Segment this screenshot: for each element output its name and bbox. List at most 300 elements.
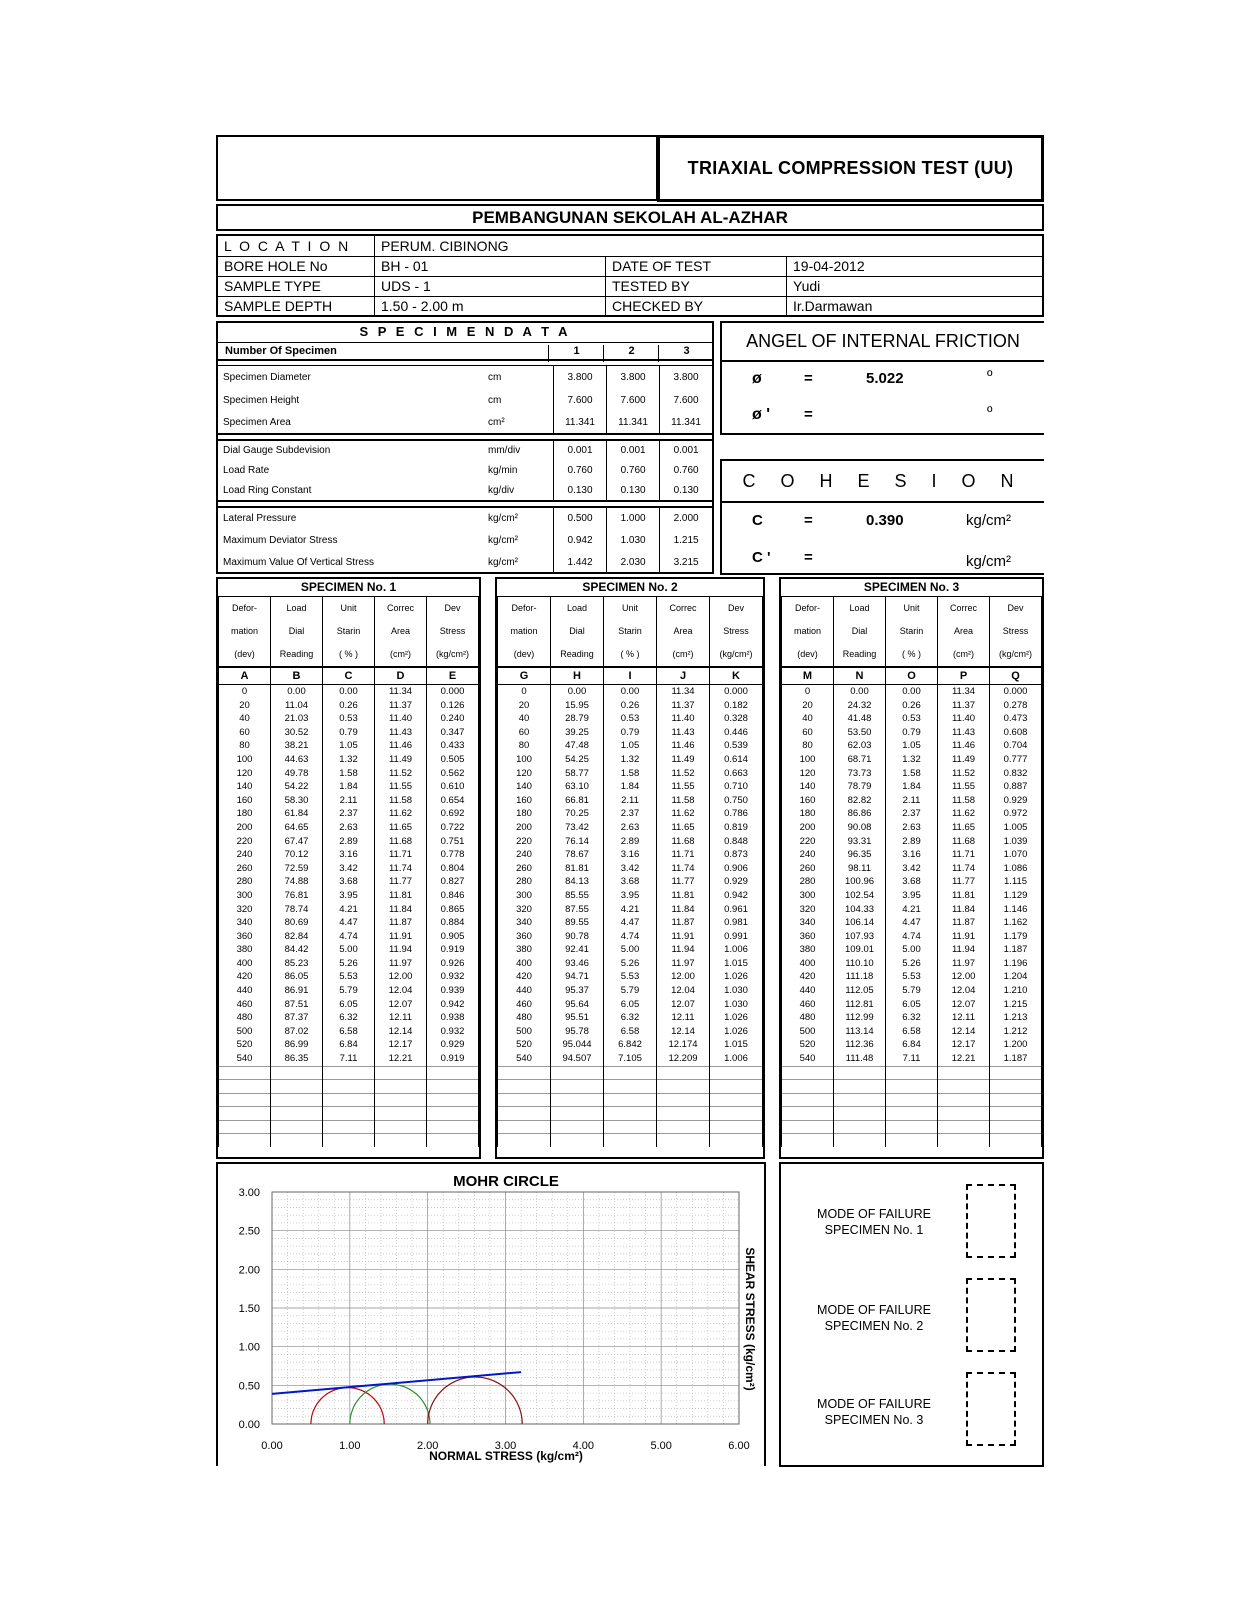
table-row <box>219 712 479 726</box>
table-cell: 1.015 <box>710 957 763 971</box>
table-cell: 1.086 <box>990 862 1042 876</box>
empty-cell <box>886 1134 938 1147</box>
table-row <box>498 739 763 753</box>
table-cell: 0.932 <box>427 970 479 984</box>
table-cell: 1.187 <box>990 943 1042 957</box>
table-cell: 5.79 <box>323 984 375 998</box>
location-label: L O C A T I O N <box>217 235 375 256</box>
table-cell: 11.37 <box>938 699 990 713</box>
table-cell: 0.905 <box>427 930 479 944</box>
table-row <box>498 807 763 821</box>
table-cell: 0.000 <box>990 685 1042 699</box>
table-cell: 1.32 <box>886 753 938 767</box>
table-cell: 320 <box>219 903 271 917</box>
table-cell: 11.58 <box>938 794 990 808</box>
column-letter: B <box>271 667 323 685</box>
empty-cell <box>271 1080 323 1094</box>
table-cell: 340 <box>782 916 834 930</box>
column-header: ( % ) <box>886 643 938 667</box>
empty-cell <box>271 1107 323 1121</box>
table-cell: 11.81 <box>938 889 990 903</box>
table-cell: 2.37 <box>323 807 375 821</box>
table-cell: 340 <box>219 916 271 930</box>
empty-cell <box>782 1120 834 1134</box>
sd-value: 0.001 <box>554 440 607 460</box>
table-cell: 0.942 <box>427 998 479 1012</box>
table-cell: 54.25 <box>551 753 604 767</box>
failure-label-1-line1: MODE OF FAILURE <box>817 1207 931 1221</box>
empty-cell <box>498 1080 551 1094</box>
table-cell: 1.026 <box>710 970 763 984</box>
c-prime-symbol: C ' <box>752 549 771 566</box>
table-cell: 6.58 <box>886 1025 938 1039</box>
table-cell: 220 <box>782 835 834 849</box>
table-cell: 6.32 <box>323 1011 375 1025</box>
empty-cell <box>498 1120 551 1134</box>
empty-row <box>219 1093 479 1107</box>
table-row <box>219 726 479 740</box>
sd-label: Maximum Deviator Stress <box>223 534 338 546</box>
table-cell: 41.48 <box>834 712 886 726</box>
table-cell: 1.070 <box>990 848 1042 862</box>
table-cell: 0.932 <box>427 1025 479 1039</box>
table-cell: 500 <box>498 1025 551 1039</box>
table-row <box>782 916 1042 930</box>
table-cell: 0.00 <box>604 685 657 699</box>
empty-cell <box>782 1066 834 1080</box>
table-cell: 0.26 <box>886 699 938 713</box>
sd-unit: kg/div <box>488 484 515 496</box>
table-cell: 11.43 <box>938 726 990 740</box>
table-cell: 11.71 <box>375 848 427 862</box>
table-row <box>219 699 479 713</box>
sd-value: 0.942 <box>554 529 607 551</box>
column-letter: E <box>427 667 479 685</box>
column-header: Dev <box>990 597 1042 620</box>
table-cell: 63.10 <box>551 780 604 794</box>
empty-cell <box>375 1107 427 1121</box>
column-header: Load <box>834 597 886 620</box>
table-cell: 3.95 <box>604 889 657 903</box>
specimen-loading-table <box>218 439 712 502</box>
empty-cell <box>323 1093 375 1107</box>
table-cell: 3.42 <box>323 862 375 876</box>
table-cell: 66.81 <box>551 794 604 808</box>
table-cell: 0.981 <box>710 916 763 930</box>
table-cell: 11.52 <box>375 767 427 781</box>
table-cell: 86.91 <box>271 984 323 998</box>
table-cell: 11.84 <box>657 903 710 917</box>
table-cell: 300 <box>498 889 551 903</box>
column-letter: Q <box>990 667 1042 685</box>
table-cell: 95.044 <box>551 1038 604 1052</box>
table-cell: 11.74 <box>657 862 710 876</box>
column-header: Starin <box>886 620 938 643</box>
table-cell: 95.51 <box>551 1011 604 1025</box>
table-row <box>498 753 763 767</box>
specimen-stress-table <box>218 506 712 573</box>
empty-row <box>219 1134 479 1147</box>
table-cell: 11.91 <box>657 930 710 944</box>
column-header: Dial <box>834 620 886 643</box>
table-cell: 420 <box>498 970 551 984</box>
empty-cell <box>219 1107 271 1121</box>
table-row <box>219 1038 479 1052</box>
table-cell: 5.53 <box>604 970 657 984</box>
table-cell: 0.865 <box>427 903 479 917</box>
failure-sketch-box-2 <box>966 1278 1016 1352</box>
table-cell: 0.00 <box>886 685 938 699</box>
table-cell: 1.58 <box>886 767 938 781</box>
table-cell: 112.36 <box>834 1038 886 1052</box>
table-cell: 1.32 <box>604 753 657 767</box>
column-header: Reading <box>271 643 323 667</box>
c-prime-row <box>722 541 1044 577</box>
info-table-wrap <box>216 234 1044 317</box>
table-cell: 500 <box>219 1025 271 1039</box>
table-cell: 11.62 <box>375 807 427 821</box>
table-cell: 5.00 <box>886 943 938 957</box>
table-row <box>219 821 479 835</box>
table-row <box>498 998 763 1012</box>
header-left-box <box>216 135 658 201</box>
empty-cell <box>498 1107 551 1121</box>
sd-value: 3.800 <box>554 366 607 389</box>
table-cell: 1.015 <box>710 1038 763 1052</box>
table-cell: 6.84 <box>886 1038 938 1052</box>
specimen-table-title: SPECIMEN No. 3 <box>781 579 1042 597</box>
table-cell: 180 <box>219 807 271 821</box>
table-cell: 3.42 <box>604 862 657 876</box>
table-cell: 320 <box>782 903 834 917</box>
table-cell: 90.78 <box>551 930 604 944</box>
table-cell: 1.213 <box>990 1011 1042 1025</box>
empty-row <box>219 1066 479 1080</box>
specimen-tables-area <box>216 577 1044 1159</box>
table-cell: 11.04 <box>271 699 323 713</box>
phi-prime-degree: º <box>987 404 993 421</box>
table-cell: 93.46 <box>551 957 604 971</box>
table-cell: 11.46 <box>938 739 990 753</box>
table-row <box>782 848 1042 862</box>
table-cell: 80 <box>498 739 551 753</box>
table-cell: 86.05 <box>271 970 323 984</box>
table-cell: 0.832 <box>990 767 1042 781</box>
table-cell: 5.00 <box>604 943 657 957</box>
table-cell: 180 <box>782 807 834 821</box>
table-cell: 1.030 <box>710 998 763 1012</box>
table-cell: 440 <box>498 984 551 998</box>
table-row <box>782 943 1042 957</box>
table-row <box>782 685 1042 699</box>
table-cell: 2.89 <box>323 835 375 849</box>
sd-value: 11.341 <box>660 412 712 434</box>
table-cell: 112.05 <box>834 984 886 998</box>
x-tick-label: 4.00 <box>572 1440 595 1452</box>
table-row <box>498 767 763 781</box>
table-cell: 60 <box>498 726 551 740</box>
table-cell: 21.03 <box>271 712 323 726</box>
sd-unit: mm/div <box>488 445 521 456</box>
empty-row <box>219 1107 479 1121</box>
table-cell: 20 <box>219 699 271 713</box>
empty-cell <box>604 1093 657 1107</box>
table-cell: 11.68 <box>657 835 710 849</box>
table-cell: 11.87 <box>375 916 427 930</box>
specimen-table-panel-3 <box>779 577 1044 1159</box>
mohr-circle <box>428 1377 523 1424</box>
table-cell: 240 <box>498 848 551 862</box>
empty-cell <box>710 1093 763 1107</box>
empty-cell <box>271 1066 323 1080</box>
table-cell: 0.654 <box>427 794 479 808</box>
table-cell: 92.41 <box>551 943 604 957</box>
failure-label-2-line1: MODE OF FAILURE <box>817 1303 931 1317</box>
table-cell: 80 <box>782 739 834 753</box>
table-cell: 460 <box>498 998 551 1012</box>
table-cell: 4.74 <box>604 930 657 944</box>
table-cell: 15.95 <box>551 699 604 713</box>
table-row <box>498 1011 763 1025</box>
table-cell: 11.55 <box>375 780 427 794</box>
specimen-table-panel-2 <box>495 577 765 1159</box>
sd-value: 0.130 <box>660 480 712 501</box>
empty-cell <box>551 1080 604 1094</box>
y-tick-label: 1.50 <box>238 1303 260 1315</box>
table-cell: 12.07 <box>375 998 427 1012</box>
table-cell: 0.710 <box>710 780 763 794</box>
empty-row <box>782 1107 1042 1121</box>
empty-row <box>782 1134 1042 1147</box>
table-cell: 0.505 <box>427 753 479 767</box>
sd-unit: cm <box>488 371 502 383</box>
table-cell: 5.26 <box>886 957 938 971</box>
table-cell: 11.97 <box>375 957 427 971</box>
table-cell: 109.01 <box>834 943 886 957</box>
table-cell: 12.174 <box>657 1038 710 1052</box>
empty-cell <box>604 1120 657 1134</box>
table-cell: 6.842 <box>604 1038 657 1052</box>
table-cell: 0.00 <box>271 685 323 699</box>
empty-row <box>219 1080 479 1094</box>
table-cell: 260 <box>782 862 834 876</box>
column-letter: G <box>498 667 551 685</box>
table-cell: 2.11 <box>323 794 375 808</box>
table-cell: 58.77 <box>551 767 604 781</box>
empty-cell <box>657 1080 710 1094</box>
table-row <box>782 807 1042 821</box>
table-cell: 87.51 <box>271 998 323 1012</box>
number-of-specimen-label: Number Of Specimen <box>225 345 337 357</box>
table-cell: 74.88 <box>271 875 323 889</box>
table-cell: 6.32 <box>604 1011 657 1025</box>
table-cell: 87.02 <box>271 1025 323 1039</box>
table-cell: 7.11 <box>886 1052 938 1066</box>
table-cell: 102.54 <box>834 889 886 903</box>
tested-by-value: Yudi <box>787 276 1044 296</box>
table-cell: 11.77 <box>375 875 427 889</box>
column-header: (cm²) <box>657 643 710 667</box>
table-cell: 11.97 <box>938 957 990 971</box>
table-cell: 11.94 <box>938 943 990 957</box>
empty-cell <box>834 1107 886 1121</box>
table-row <box>498 875 763 889</box>
empty-cell <box>657 1134 710 1147</box>
table-cell: 12.17 <box>938 1038 990 1052</box>
table-cell: 40 <box>498 712 551 726</box>
table-row <box>219 753 479 767</box>
table-cell: 2.37 <box>604 807 657 821</box>
table-cell: 0.240 <box>427 712 479 726</box>
table-cell: 0.848 <box>710 835 763 849</box>
specimen-table-panel-1 <box>216 577 481 1159</box>
table-cell: 94.507 <box>551 1052 604 1066</box>
table-row <box>782 970 1042 984</box>
table-row <box>498 1038 763 1052</box>
table-cell: 11.40 <box>657 712 710 726</box>
x-tick-label: 3.00 <box>494 1440 517 1452</box>
empty-cell <box>938 1093 990 1107</box>
table-cell: 520 <box>498 1038 551 1052</box>
table-cell: 12.04 <box>657 984 710 998</box>
empty-row <box>498 1120 763 1134</box>
table-row <box>219 943 479 957</box>
table-row <box>782 1025 1042 1039</box>
table-cell: 95.78 <box>551 1025 604 1039</box>
table-cell: 11.55 <box>657 780 710 794</box>
specimen-table-title: SPECIMEN No. 1 <box>218 579 479 597</box>
empty-cell <box>938 1066 990 1080</box>
table-cell: 0.562 <box>427 767 479 781</box>
table-row <box>498 957 763 971</box>
table-cell: 160 <box>782 794 834 808</box>
column-header: (kg/cm²) <box>427 643 479 667</box>
column-header-row <box>782 620 1042 643</box>
table-cell: 3.42 <box>886 862 938 876</box>
table-cell: 480 <box>782 1011 834 1025</box>
empty-cell <box>498 1134 551 1147</box>
table-cell: 1.58 <box>604 767 657 781</box>
table-cell: 11.77 <box>938 875 990 889</box>
sd-value: 0.001 <box>660 440 712 460</box>
table-row <box>498 685 763 699</box>
empty-cell <box>990 1066 1042 1080</box>
table-cell: 4.74 <box>886 930 938 944</box>
table-row <box>219 807 479 821</box>
table-row <box>498 1025 763 1039</box>
table-cell: 11.34 <box>375 685 427 699</box>
sd-unit: cm <box>488 394 502 406</box>
borehole-value: BH - 01 <box>375 256 606 276</box>
table-cell: 12.209 <box>657 1052 710 1066</box>
table-cell: 58.30 <box>271 794 323 808</box>
table-cell: 1.05 <box>323 739 375 753</box>
empty-cell <box>271 1134 323 1147</box>
column-header: Correc <box>657 597 710 620</box>
table-cell: 6.05 <box>604 998 657 1012</box>
table-cell: 3.95 <box>323 889 375 903</box>
table-cell: 1.039 <box>990 835 1042 849</box>
table-cell: 0.26 <box>604 699 657 713</box>
table-cell: 11.46 <box>657 739 710 753</box>
empty-cell <box>710 1134 763 1147</box>
column-header-row <box>782 597 1042 620</box>
empty-cell <box>886 1120 938 1134</box>
date-label: DATE OF TEST <box>606 256 787 276</box>
failure-label-2-line2: SPECIMEN No. 2 <box>824 1319 924 1333</box>
empty-cell <box>782 1107 834 1121</box>
table-cell: 11.34 <box>657 685 710 699</box>
sd-value: 1.215 <box>660 529 712 551</box>
table-cell: 0.278 <box>990 699 1042 713</box>
sample-type-value: UDS - 1 <box>375 276 606 296</box>
column-header: Dial <box>271 620 323 643</box>
empty-cell <box>551 1134 604 1147</box>
column-letter: A <box>219 667 271 685</box>
c-prime-unit: kg/cm² <box>966 553 1011 570</box>
table-cell: 3.68 <box>604 875 657 889</box>
table-cell: 1.84 <box>604 780 657 794</box>
empty-row <box>782 1120 1042 1134</box>
table-cell: 1.146 <box>990 903 1042 917</box>
table-cell: 480 <box>219 1011 271 1025</box>
sd-value: 7.600 <box>554 389 607 412</box>
failure-label-1 <box>799 1206 949 1238</box>
table-cell: 95.37 <box>551 984 604 998</box>
specimen-data-panel <box>216 321 714 574</box>
table-row <box>219 916 479 930</box>
header-title-box <box>657 135 1044 202</box>
specimen-num-1: 1 <box>548 345 604 362</box>
table-cell: 0.347 <box>427 726 479 740</box>
table-cell: 6.58 <box>323 1025 375 1039</box>
sd-value: 1.442 <box>554 551 607 573</box>
table-cell: 140 <box>219 780 271 794</box>
column-header: ( % ) <box>323 643 375 667</box>
mohr-chart-panel <box>216 1162 766 1466</box>
table-cell: 460 <box>782 998 834 1012</box>
table-cell: 87.55 <box>551 903 604 917</box>
c-unit: kg/cm² <box>966 512 1011 529</box>
sd-value: 0.500 <box>554 507 607 529</box>
column-header: Unit <box>323 597 375 620</box>
table-cell: 2.89 <box>604 835 657 849</box>
table-cell: 0.939 <box>427 984 479 998</box>
table-cell: 0.53 <box>886 712 938 726</box>
column-header: Unit <box>604 597 657 620</box>
column-header-row <box>782 643 1042 667</box>
table-cell: 5.00 <box>323 943 375 957</box>
table-cell: 20 <box>782 699 834 713</box>
table-cell: 39.25 <box>551 726 604 740</box>
project-title-box <box>216 204 1044 231</box>
column-header: Stress <box>710 620 763 643</box>
table-cell: 78.79 <box>834 780 886 794</box>
column-letter: D <box>375 667 427 685</box>
table-cell: 11.71 <box>657 848 710 862</box>
phi-prime-equals: = <box>804 406 813 423</box>
table-cell: 0.827 <box>427 875 479 889</box>
table-row <box>219 930 479 944</box>
table-cell: 11.65 <box>938 821 990 835</box>
table-cell: 78.67 <box>551 848 604 862</box>
table-cell: 11.74 <box>938 862 990 876</box>
table-cell: 100.96 <box>834 875 886 889</box>
table-cell: 78.74 <box>271 903 323 917</box>
table-cell: 5.26 <box>604 957 657 971</box>
table-cell: 0.704 <box>990 739 1042 753</box>
column-header: Defor- <box>219 597 271 620</box>
